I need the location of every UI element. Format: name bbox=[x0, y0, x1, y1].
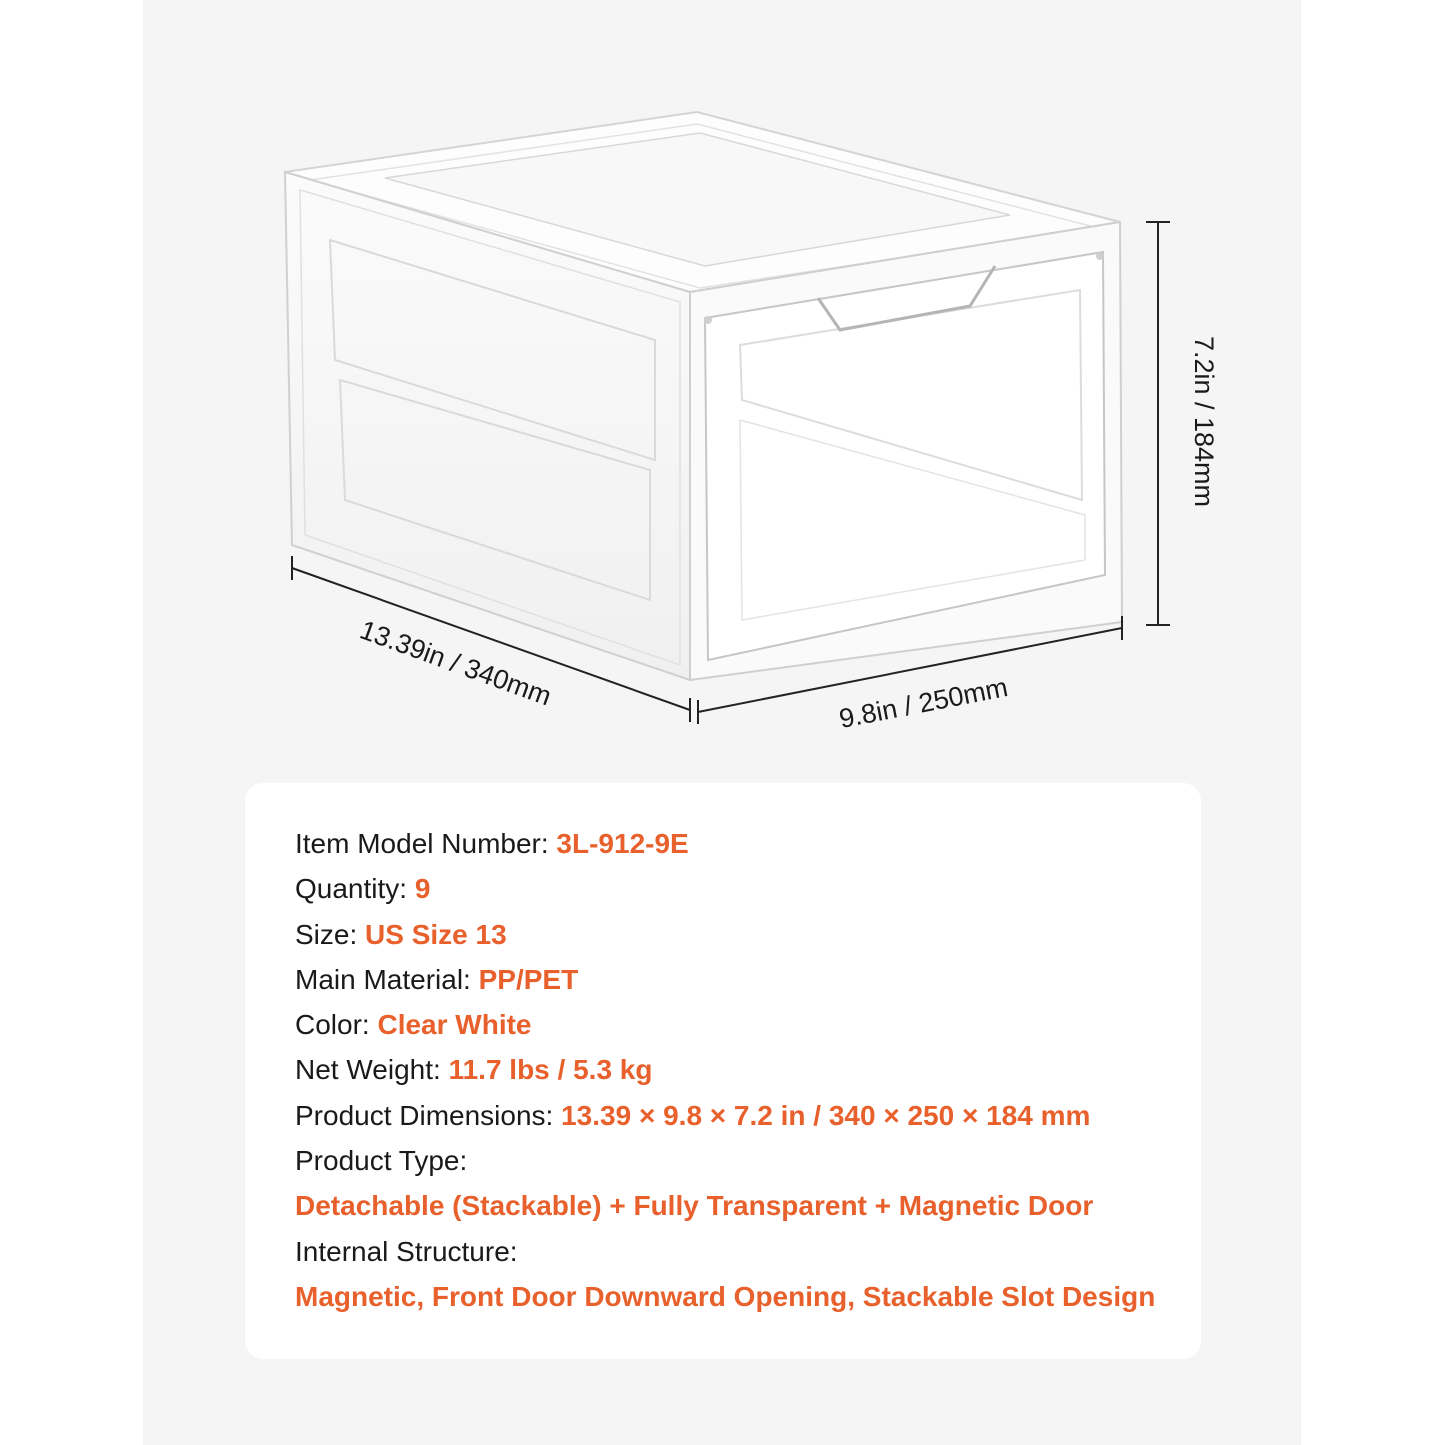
spec-label: Color: bbox=[295, 1009, 378, 1041]
spec-label: Product Dimensions: bbox=[295, 1099, 562, 1131]
spec-quantity bbox=[295, 866, 1171, 911]
spec-net-weight bbox=[295, 1047, 1171, 1092]
spec-value: 13.39 × 9.8 × 7.2 in / 340 × 250 × 184 mm bbox=[561, 1099, 1091, 1131]
spec-model-number bbox=[295, 821, 1171, 866]
spec-color bbox=[295, 1002, 1171, 1047]
spec-label: Product Type: bbox=[295, 1145, 468, 1177]
spec-value: 11.7 lbs / 5.3 kg bbox=[448, 1054, 653, 1086]
spec-label: Quantity: bbox=[295, 873, 415, 905]
spec-size bbox=[295, 912, 1171, 957]
width-dimension-label: 9.8in / 250mm bbox=[836, 671, 1011, 735]
height-dimension-label: 7.2in / 184mm bbox=[1189, 335, 1220, 508]
spec-dimensions bbox=[295, 1093, 1171, 1138]
spec-label: Size: bbox=[295, 918, 366, 950]
spec-value: US Size 13 bbox=[365, 918, 507, 950]
spec-product-type-label bbox=[295, 1138, 1171, 1183]
spec-label: Internal Structure: bbox=[295, 1235, 518, 1267]
spec-material bbox=[295, 957, 1171, 1002]
spec-internal-structure-label bbox=[295, 1229, 1171, 1274]
spec-label: Net Weight: bbox=[295, 1054, 449, 1086]
spec-value: 3L-912-9E bbox=[556, 828, 689, 859]
spec-value: 9 bbox=[414, 873, 431, 905]
spec-internal-structure-value: Magnetic, Front Door Downward Opening, Stackable Slot Design bbox=[295, 1280, 1156, 1312]
spec-label: Main Material: bbox=[295, 963, 479, 995]
spec-label: Item Model Number: bbox=[295, 828, 557, 859]
spec-card bbox=[245, 783, 1201, 1359]
depth-dimension-label: 13.39in / 340mm bbox=[356, 614, 556, 712]
spec-product-type-value: Detachable (Stackable) + Fully Transparent + Magnetic Door bbox=[295, 1190, 1094, 1222]
spec-value: Clear White bbox=[377, 1009, 532, 1041]
spec-list bbox=[295, 821, 1171, 1319]
spec-value: PP/PET bbox=[478, 963, 579, 995]
